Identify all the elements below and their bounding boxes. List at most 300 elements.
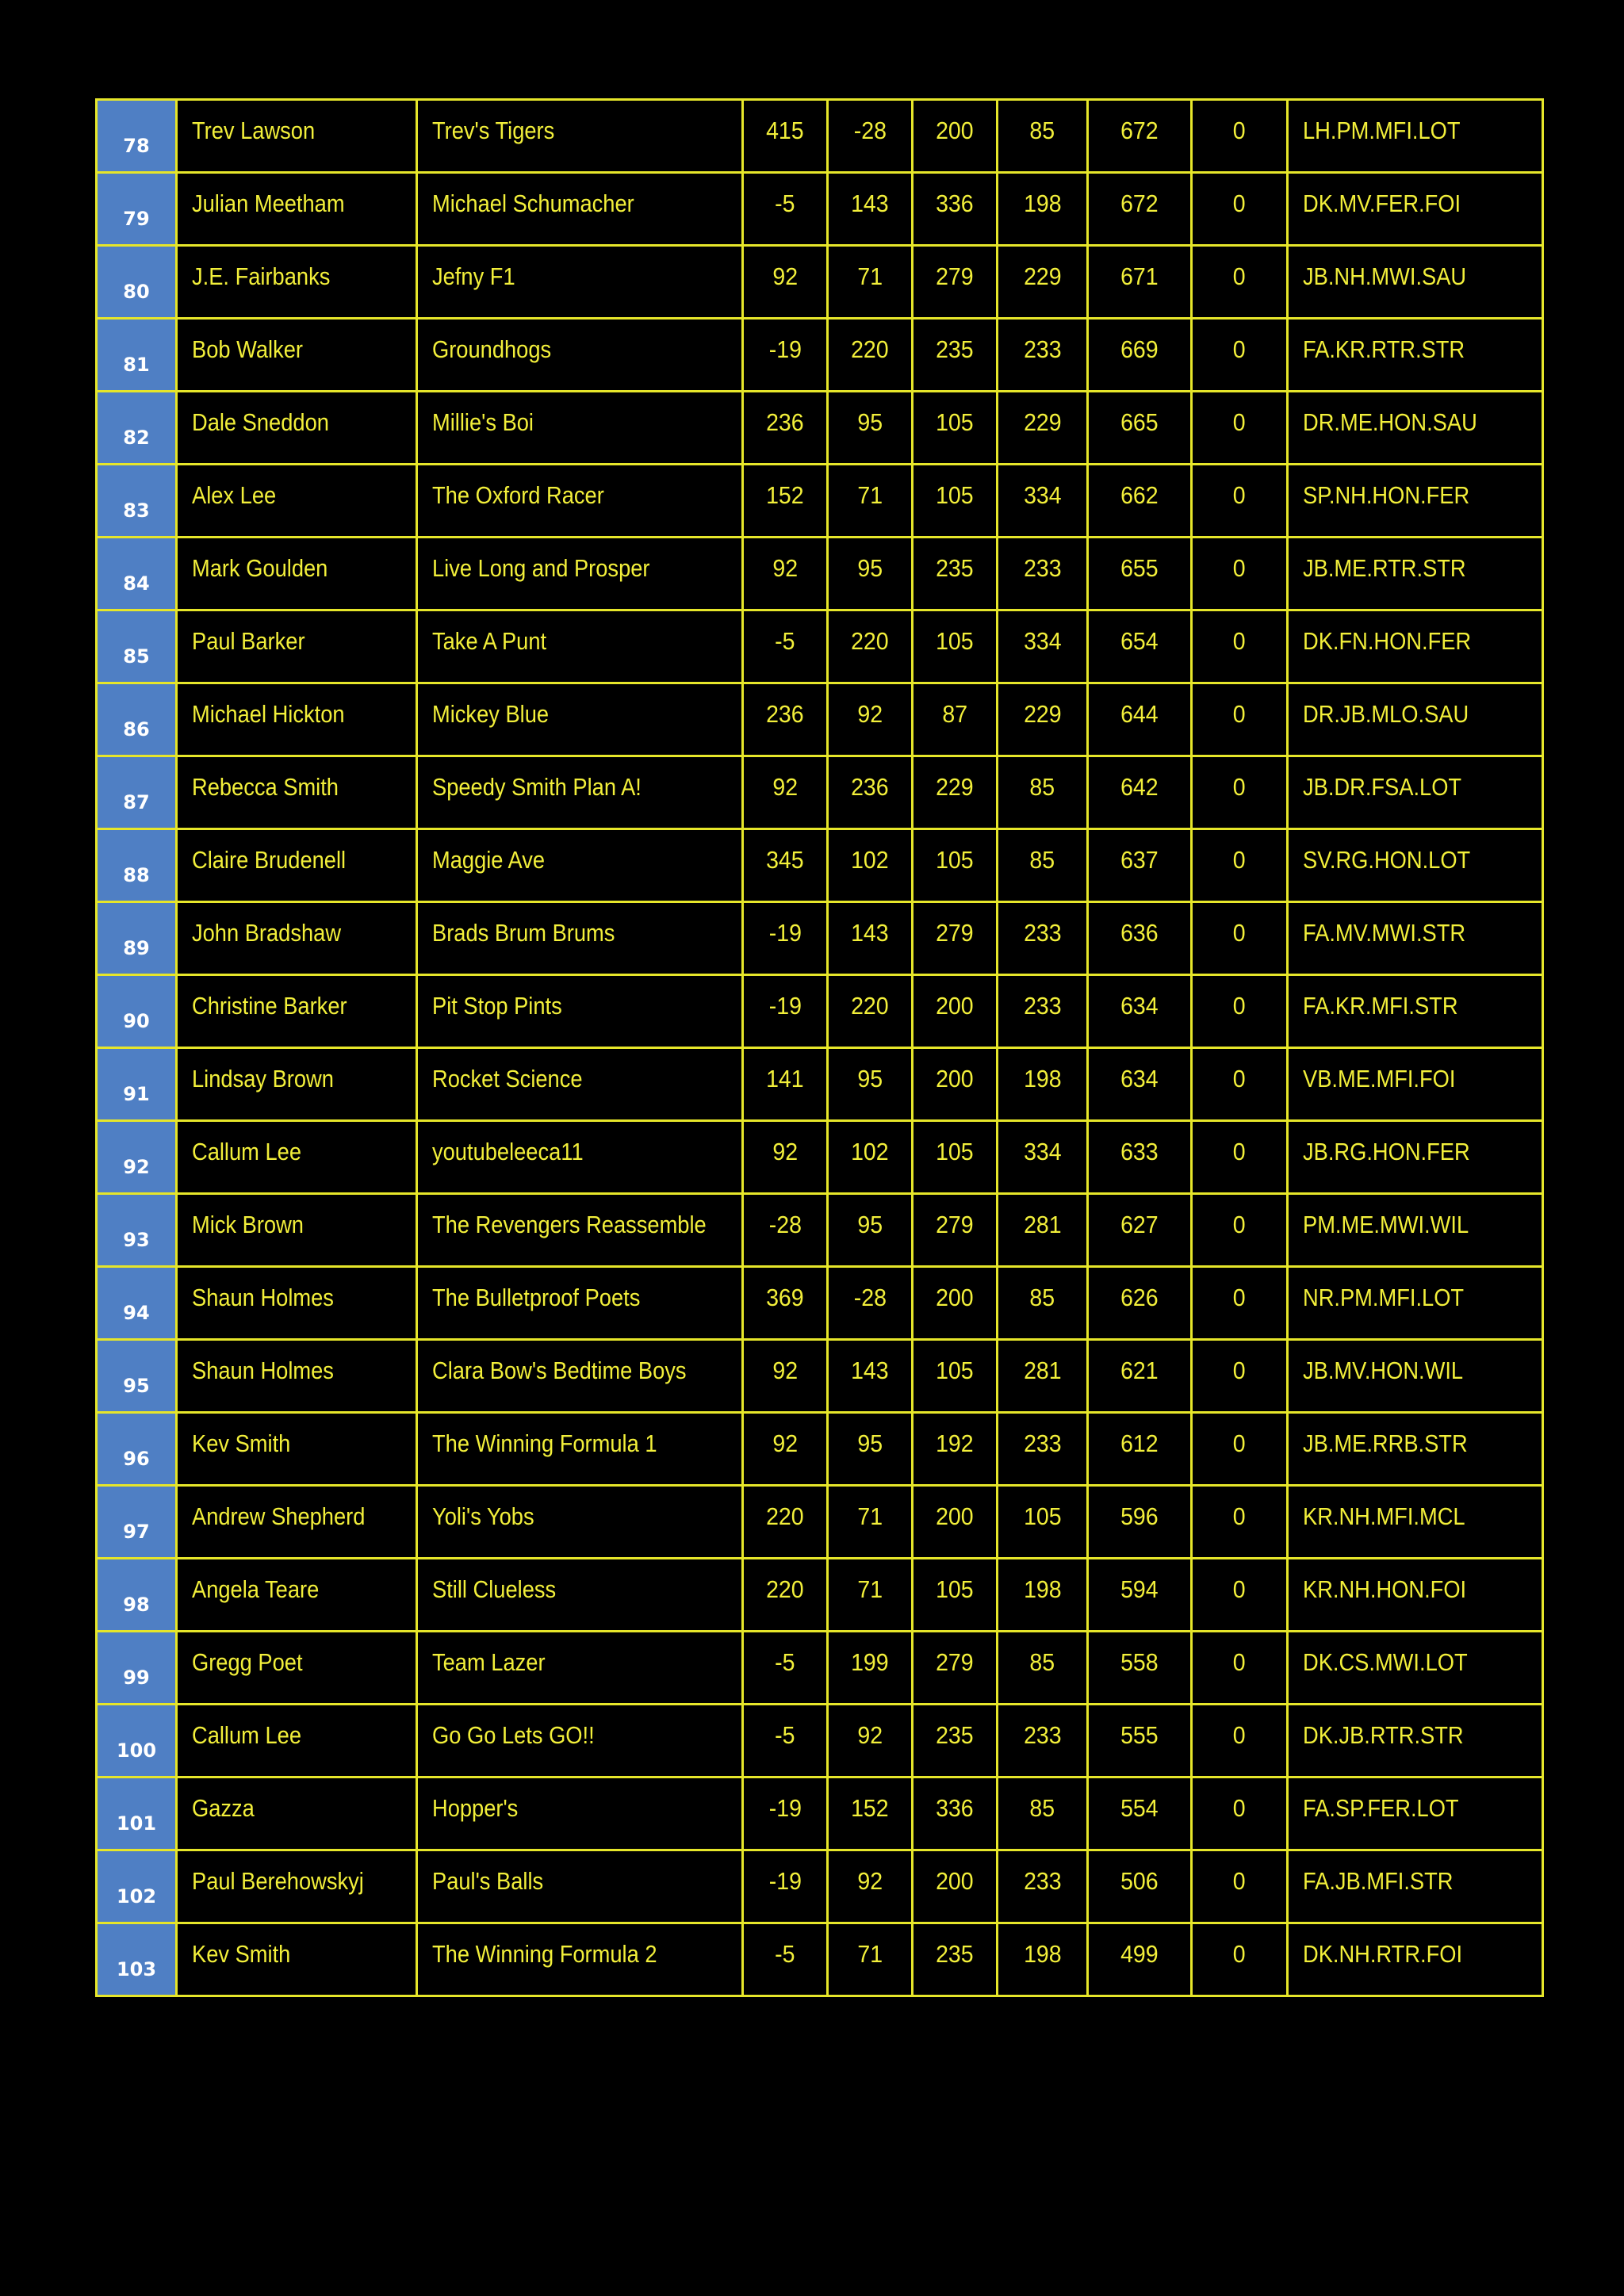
total-score-cell bbox=[1088, 1632, 1192, 1705]
score-2-cell bbox=[828, 1850, 913, 1923]
score-2-text: 199 bbox=[851, 1648, 889, 1676]
bonus-text: 0 bbox=[1233, 1357, 1246, 1384]
score-4-cell bbox=[998, 1194, 1088, 1267]
table-row bbox=[97, 1777, 1543, 1850]
score-4-text: 85 bbox=[1029, 117, 1055, 144]
score-1-text: 92 bbox=[772, 1357, 798, 1384]
score-1-text: 92 bbox=[772, 1138, 798, 1165]
table-row bbox=[97, 319, 1543, 392]
score-1-text: 345 bbox=[766, 846, 804, 874]
score-4-text: 105 bbox=[1023, 1502, 1062, 1530]
bonus-text: 0 bbox=[1233, 1429, 1246, 1457]
total-score-cell bbox=[1088, 1121, 1192, 1194]
bonus-text: 0 bbox=[1233, 846, 1246, 874]
total-score-cell bbox=[1088, 1777, 1192, 1850]
team-name-cell bbox=[417, 392, 743, 465]
score-2-cell bbox=[828, 1413, 913, 1486]
score-3-text: 105 bbox=[936, 1575, 974, 1603]
score-1-cell bbox=[743, 683, 828, 756]
total-score-text: 669 bbox=[1120, 335, 1159, 363]
score-1-cell bbox=[743, 319, 828, 392]
score-2-cell bbox=[828, 319, 913, 392]
score-2-cell bbox=[828, 1632, 913, 1705]
score-4-text: 229 bbox=[1023, 408, 1062, 436]
score-4-cell bbox=[998, 246, 1088, 319]
player-name-cell bbox=[177, 1194, 417, 1267]
position-cell: 103 bbox=[97, 1923, 177, 1996]
score-3-text: 105 bbox=[936, 846, 974, 874]
bonus-cell bbox=[1192, 1267, 1288, 1340]
score-2-text: 152 bbox=[851, 1794, 889, 1822]
score-2-text: 143 bbox=[851, 919, 889, 947]
total-score-cell bbox=[1088, 538, 1192, 610]
score-1-cell bbox=[743, 392, 828, 465]
player-name-text: J.E. Fairbanks bbox=[192, 262, 331, 290]
score-1-text: 92 bbox=[772, 262, 798, 290]
total-score-cell bbox=[1088, 1486, 1192, 1559]
bonus-text: 0 bbox=[1233, 262, 1246, 290]
total-score-text: 612 bbox=[1120, 1429, 1159, 1457]
team-name-text: Still Clueless bbox=[432, 1575, 557, 1603]
score-3-text: 200 bbox=[936, 1867, 974, 1895]
score-4-cell bbox=[998, 1048, 1088, 1121]
player-name-text: Shaun Holmes bbox=[192, 1284, 334, 1311]
score-1-cell bbox=[743, 1559, 828, 1632]
picks-code-cell bbox=[1288, 1048, 1543, 1121]
position-cell: 90 bbox=[97, 975, 177, 1048]
player-name-text: Lindsay Brown bbox=[192, 1065, 334, 1093]
player-name-text: Callum Lee bbox=[192, 1721, 301, 1749]
player-name-cell bbox=[177, 1850, 417, 1923]
score-4-text: 281 bbox=[1023, 1211, 1062, 1238]
picks-code-cell bbox=[1288, 246, 1543, 319]
player-name-cell bbox=[177, 173, 417, 246]
team-name-text: Team Lazer bbox=[432, 1648, 546, 1676]
score-1-text: -5 bbox=[775, 1940, 795, 1968]
picks-code-cell bbox=[1288, 1850, 1543, 1923]
team-name-cell bbox=[417, 246, 743, 319]
team-name-cell bbox=[417, 1486, 743, 1559]
team-name-cell bbox=[417, 1559, 743, 1632]
score-1-text: 220 bbox=[766, 1575, 804, 1603]
table-row bbox=[97, 1632, 1543, 1705]
player-name-cell bbox=[177, 392, 417, 465]
picks-code-cell bbox=[1288, 1121, 1543, 1194]
team-name-cell bbox=[417, 975, 743, 1048]
team-name-cell bbox=[417, 1850, 743, 1923]
total-score-cell bbox=[1088, 246, 1192, 319]
score-1-cell bbox=[743, 902, 828, 975]
score-3-cell bbox=[913, 1340, 998, 1413]
player-name-text: Mark Goulden bbox=[192, 554, 328, 582]
score-4-cell bbox=[998, 756, 1088, 829]
team-name-text: Go Go Lets GO!! bbox=[432, 1721, 595, 1749]
picks-code-text: FA.SP.FER.LOT bbox=[1303, 1794, 1459, 1822]
score-1-text: -28 bbox=[768, 1211, 802, 1238]
total-score-cell bbox=[1088, 683, 1192, 756]
score-3-text: 105 bbox=[936, 1357, 974, 1384]
team-name-text: Clara Bow's Bedtime Boys bbox=[432, 1357, 687, 1384]
table-row bbox=[97, 1121, 1543, 1194]
team-name-text: Rocket Science bbox=[432, 1065, 583, 1093]
player-name-text: Kev Smith bbox=[192, 1429, 291, 1457]
score-4-cell bbox=[998, 1632, 1088, 1705]
score-4-text: 229 bbox=[1023, 262, 1062, 290]
bonus-cell bbox=[1192, 1559, 1288, 1632]
player-name-cell bbox=[177, 1121, 417, 1194]
score-1-text: 92 bbox=[772, 773, 798, 801]
total-score-text: 555 bbox=[1120, 1721, 1159, 1749]
score-1-cell bbox=[743, 829, 828, 902]
picks-code-cell bbox=[1288, 1923, 1543, 1996]
score-2-text: 92 bbox=[857, 1867, 883, 1895]
table-row bbox=[97, 683, 1543, 756]
total-score-text: 633 bbox=[1120, 1138, 1159, 1165]
position-cell: 91 bbox=[97, 1048, 177, 1121]
team-name-cell bbox=[417, 1413, 743, 1486]
team-name-cell bbox=[417, 1048, 743, 1121]
score-2-cell bbox=[828, 1486, 913, 1559]
score-1-cell bbox=[743, 173, 828, 246]
picks-code-cell bbox=[1288, 1194, 1543, 1267]
picks-code-text: NR.PM.MFI.LOT bbox=[1303, 1284, 1465, 1311]
total-score-cell bbox=[1088, 1340, 1192, 1413]
bonus-cell bbox=[1192, 173, 1288, 246]
total-score-cell bbox=[1088, 1923, 1192, 1996]
total-score-cell bbox=[1088, 975, 1192, 1048]
picks-code-cell bbox=[1288, 1777, 1543, 1850]
score-3-cell bbox=[913, 975, 998, 1048]
team-name-text: youtubeleeca11 bbox=[432, 1138, 584, 1165]
score-1-cell bbox=[743, 1705, 828, 1777]
picks-code-cell bbox=[1288, 465, 1543, 538]
score-2-text: 95 bbox=[857, 1211, 883, 1238]
score-4-text: 198 bbox=[1023, 189, 1062, 217]
position-cell: 80 bbox=[97, 246, 177, 319]
picks-code-cell bbox=[1288, 610, 1543, 683]
total-score-text: 636 bbox=[1120, 919, 1159, 947]
player-name-text: Andrew Shepherd bbox=[192, 1502, 366, 1530]
score-3-cell bbox=[913, 1413, 998, 1486]
picks-code-text: DK.MV.FER.FOI bbox=[1303, 189, 1461, 217]
score-3-text: 200 bbox=[936, 992, 974, 1020]
total-score-cell bbox=[1088, 1850, 1192, 1923]
total-score-text: 672 bbox=[1120, 117, 1159, 144]
total-score-cell bbox=[1088, 829, 1192, 902]
position-cell: 79 bbox=[97, 173, 177, 246]
bonus-text: 0 bbox=[1233, 1575, 1246, 1603]
score-4-text: 233 bbox=[1023, 335, 1062, 363]
bonus-text: 0 bbox=[1233, 1211, 1246, 1238]
picks-code-text: JB.NH.MWI.SAU bbox=[1303, 262, 1467, 290]
team-name-cell bbox=[417, 173, 743, 246]
team-name-cell bbox=[417, 1121, 743, 1194]
bonus-text: 0 bbox=[1233, 1502, 1246, 1530]
score-3-text: 105 bbox=[936, 627, 974, 655]
score-3-text: 192 bbox=[936, 1429, 974, 1457]
score-4-cell bbox=[998, 392, 1088, 465]
score-4-cell bbox=[998, 100, 1088, 173]
picks-code-cell bbox=[1288, 1486, 1543, 1559]
team-name-text: Trev's Tigers bbox=[432, 117, 555, 144]
score-3-cell bbox=[913, 319, 998, 392]
score-2-cell bbox=[828, 538, 913, 610]
team-name-cell bbox=[417, 319, 743, 392]
picks-code-text: DK.CS.MWI.LOT bbox=[1303, 1648, 1468, 1676]
score-4-cell bbox=[998, 1267, 1088, 1340]
bonus-cell bbox=[1192, 1486, 1288, 1559]
team-name-text: Hopper's bbox=[432, 1794, 519, 1822]
score-2-text: 95 bbox=[857, 554, 883, 582]
bonus-cell bbox=[1192, 1413, 1288, 1486]
total-score-cell bbox=[1088, 1559, 1192, 1632]
score-3-cell bbox=[913, 1777, 998, 1850]
score-2-cell bbox=[828, 902, 913, 975]
team-name-cell bbox=[417, 1267, 743, 1340]
bonus-text: 0 bbox=[1233, 408, 1246, 436]
bonus-text: 0 bbox=[1233, 1940, 1246, 1968]
player-name-text: Rebecca Smith bbox=[192, 773, 339, 801]
bonus-cell bbox=[1192, 1777, 1288, 1850]
score-4-cell bbox=[998, 1777, 1088, 1850]
team-name-text: The Winning Formula 1 bbox=[432, 1429, 657, 1457]
score-3-text: 200 bbox=[936, 1065, 974, 1093]
player-name-cell bbox=[177, 1340, 417, 1413]
score-3-text: 279 bbox=[936, 919, 974, 947]
score-4-cell bbox=[998, 465, 1088, 538]
team-name-text: Speedy Smith Plan A! bbox=[432, 773, 642, 801]
score-1-cell bbox=[743, 1048, 828, 1121]
picks-code-text: LH.PM.MFI.LOT bbox=[1303, 117, 1461, 144]
score-3-text: 279 bbox=[936, 262, 974, 290]
player-name-text: Bob Walker bbox=[192, 335, 303, 363]
position-cell: 85 bbox=[97, 610, 177, 683]
score-2-cell bbox=[828, 683, 913, 756]
score-2-text: 220 bbox=[851, 627, 889, 655]
score-3-cell bbox=[913, 1048, 998, 1121]
player-name-cell bbox=[177, 246, 417, 319]
score-2-cell bbox=[828, 1559, 913, 1632]
total-score-text: 634 bbox=[1120, 1065, 1159, 1093]
total-score-text: 637 bbox=[1120, 846, 1159, 874]
team-name-text: Yoli's Yobs bbox=[432, 1502, 534, 1530]
table-row bbox=[97, 829, 1543, 902]
picks-code-text: DR.JB.MLO.SAU bbox=[1303, 700, 1469, 728]
score-4-text: 233 bbox=[1023, 1867, 1062, 1895]
score-1-text: -5 bbox=[775, 1648, 795, 1676]
bonus-text: 0 bbox=[1233, 335, 1246, 363]
score-1-cell bbox=[743, 975, 828, 1048]
table-row bbox=[97, 1267, 1543, 1340]
score-2-text: 102 bbox=[851, 846, 889, 874]
score-2-cell bbox=[828, 1267, 913, 1340]
bonus-text: 0 bbox=[1233, 773, 1246, 801]
total-score-cell bbox=[1088, 465, 1192, 538]
bonus-text: 0 bbox=[1233, 554, 1246, 582]
position-cell: 83 bbox=[97, 465, 177, 538]
score-3-text: 229 bbox=[936, 773, 974, 801]
total-score-text: 626 bbox=[1120, 1284, 1159, 1311]
score-1-cell bbox=[743, 1121, 828, 1194]
score-1-cell bbox=[743, 1923, 828, 1996]
score-1-text: -19 bbox=[768, 992, 802, 1020]
score-4-text: 334 bbox=[1023, 481, 1062, 509]
score-3-text: 279 bbox=[936, 1211, 974, 1238]
player-name-cell bbox=[177, 1632, 417, 1705]
team-name-cell bbox=[417, 902, 743, 975]
bonus-cell bbox=[1192, 1705, 1288, 1777]
total-score-cell bbox=[1088, 902, 1192, 975]
picks-code-cell bbox=[1288, 902, 1543, 975]
team-name-cell bbox=[417, 465, 743, 538]
player-name-cell bbox=[177, 1048, 417, 1121]
score-2-text: -28 bbox=[853, 117, 887, 144]
score-3-text: 200 bbox=[936, 1502, 974, 1530]
bonus-text: 0 bbox=[1233, 627, 1246, 655]
picks-code-text: JB.DR.FSA.LOT bbox=[1303, 773, 1462, 801]
score-1-text: -5 bbox=[775, 1721, 795, 1749]
score-1-cell bbox=[743, 1486, 828, 1559]
bonus-cell bbox=[1192, 538, 1288, 610]
total-score-text: 634 bbox=[1120, 992, 1159, 1020]
player-name-text: Michael Hickton bbox=[192, 700, 345, 728]
picks-code-text: DK.NH.RTR.FOI bbox=[1303, 1940, 1463, 1968]
picks-code-text: FA.JB.MFI.STR bbox=[1303, 1867, 1454, 1895]
score-2-text: 92 bbox=[857, 1721, 883, 1749]
score-3-cell bbox=[913, 1705, 998, 1777]
position-cell: 93 bbox=[97, 1194, 177, 1267]
score-4-text: 85 bbox=[1029, 846, 1055, 874]
score-4-text: 233 bbox=[1023, 554, 1062, 582]
picks-code-cell bbox=[1288, 756, 1543, 829]
total-score-text: 499 bbox=[1120, 1940, 1159, 1968]
total-score-cell bbox=[1088, 1705, 1192, 1777]
score-4-cell bbox=[998, 683, 1088, 756]
bonus-text: 0 bbox=[1233, 1648, 1246, 1676]
score-4-cell bbox=[998, 1413, 1088, 1486]
score-4-text: 85 bbox=[1029, 1284, 1055, 1311]
score-1-text: 92 bbox=[772, 554, 798, 582]
score-3-text: 336 bbox=[936, 1794, 974, 1822]
position-cell: 99 bbox=[97, 1632, 177, 1705]
score-2-text: 95 bbox=[857, 1065, 883, 1093]
player-name-text: Kev Smith bbox=[192, 1940, 291, 1968]
picks-code-cell bbox=[1288, 100, 1543, 173]
score-4-text: 198 bbox=[1023, 1575, 1062, 1603]
score-2-cell bbox=[828, 1048, 913, 1121]
score-1-text: 92 bbox=[772, 1429, 798, 1457]
bonus-cell bbox=[1192, 1121, 1288, 1194]
score-1-text: 141 bbox=[766, 1065, 804, 1093]
bonus-cell bbox=[1192, 246, 1288, 319]
score-1-text: 236 bbox=[766, 700, 804, 728]
score-4-text: 334 bbox=[1023, 627, 1062, 655]
picks-code-cell bbox=[1288, 1705, 1543, 1777]
score-3-cell bbox=[913, 1559, 998, 1632]
score-3-cell bbox=[913, 246, 998, 319]
standings-sheet bbox=[95, 98, 1542, 1997]
score-2-text: 220 bbox=[851, 992, 889, 1020]
score-1-text: -19 bbox=[768, 335, 802, 363]
player-name-cell bbox=[177, 1413, 417, 1486]
total-score-text: 644 bbox=[1120, 700, 1159, 728]
picks-code-cell bbox=[1288, 1632, 1543, 1705]
player-name-text: Trev Lawson bbox=[192, 117, 316, 144]
score-1-text: 152 bbox=[766, 481, 804, 509]
score-4-cell bbox=[998, 610, 1088, 683]
score-2-cell bbox=[828, 173, 913, 246]
score-3-text: 87 bbox=[942, 700, 967, 728]
picks-code-text: FA.KR.RTR.STR bbox=[1303, 335, 1465, 363]
bonus-text: 0 bbox=[1233, 992, 1246, 1020]
player-name-cell bbox=[177, 829, 417, 902]
table-row bbox=[97, 173, 1543, 246]
table-row bbox=[97, 975, 1543, 1048]
score-1-cell bbox=[743, 756, 828, 829]
score-2-cell bbox=[828, 1194, 913, 1267]
team-name-cell bbox=[417, 1923, 743, 1996]
score-1-cell bbox=[743, 1340, 828, 1413]
bonus-cell bbox=[1192, 392, 1288, 465]
score-3-cell bbox=[913, 1267, 998, 1340]
picks-code-text: FA.MV.MWI.STR bbox=[1303, 919, 1466, 947]
bonus-text: 0 bbox=[1233, 1867, 1246, 1895]
score-1-text: 369 bbox=[766, 1284, 804, 1311]
score-3-cell bbox=[913, 392, 998, 465]
score-2-text: 143 bbox=[851, 1357, 889, 1384]
score-3-cell bbox=[913, 1850, 998, 1923]
score-3-text: 105 bbox=[936, 408, 974, 436]
score-4-text: 85 bbox=[1029, 773, 1055, 801]
team-name-text: The Bulletproof Poets bbox=[432, 1284, 641, 1311]
score-2-cell bbox=[828, 392, 913, 465]
position-cell: 88 bbox=[97, 829, 177, 902]
player-name-text: Julian Meetham bbox=[192, 189, 345, 217]
player-name-text: Paul Barker bbox=[192, 627, 305, 655]
team-name-cell bbox=[417, 610, 743, 683]
score-1-text: -5 bbox=[775, 627, 795, 655]
score-1-cell bbox=[743, 610, 828, 683]
score-3-cell bbox=[913, 1632, 998, 1705]
picks-code-text: SP.NH.HON.FER bbox=[1303, 481, 1470, 509]
picks-code-cell bbox=[1288, 829, 1543, 902]
score-3-cell bbox=[913, 1486, 998, 1559]
score-2-cell bbox=[828, 1923, 913, 1996]
bonus-cell bbox=[1192, 1632, 1288, 1705]
score-4-cell bbox=[998, 1340, 1088, 1413]
score-2-text: 143 bbox=[851, 189, 889, 217]
score-2-text: 71 bbox=[857, 1575, 883, 1603]
player-name-cell bbox=[177, 538, 417, 610]
total-score-text: 627 bbox=[1120, 1211, 1159, 1238]
score-4-cell bbox=[998, 1121, 1088, 1194]
score-1-cell bbox=[743, 1413, 828, 1486]
total-score-cell bbox=[1088, 1194, 1192, 1267]
bonus-cell bbox=[1192, 1850, 1288, 1923]
player-name-text: Paul Berehowskyj bbox=[192, 1867, 364, 1895]
table-row bbox=[97, 1850, 1543, 1923]
team-name-text: Live Long and Prosper bbox=[432, 554, 650, 582]
total-score-text: 655 bbox=[1120, 554, 1159, 582]
total-score-text: 506 bbox=[1120, 1867, 1159, 1895]
score-3-cell bbox=[913, 902, 998, 975]
score-3-cell bbox=[913, 829, 998, 902]
table-row bbox=[97, 902, 1543, 975]
player-name-cell bbox=[177, 1267, 417, 1340]
bonus-cell bbox=[1192, 1340, 1288, 1413]
score-3-text: 279 bbox=[936, 1648, 974, 1676]
table-row bbox=[97, 1486, 1543, 1559]
